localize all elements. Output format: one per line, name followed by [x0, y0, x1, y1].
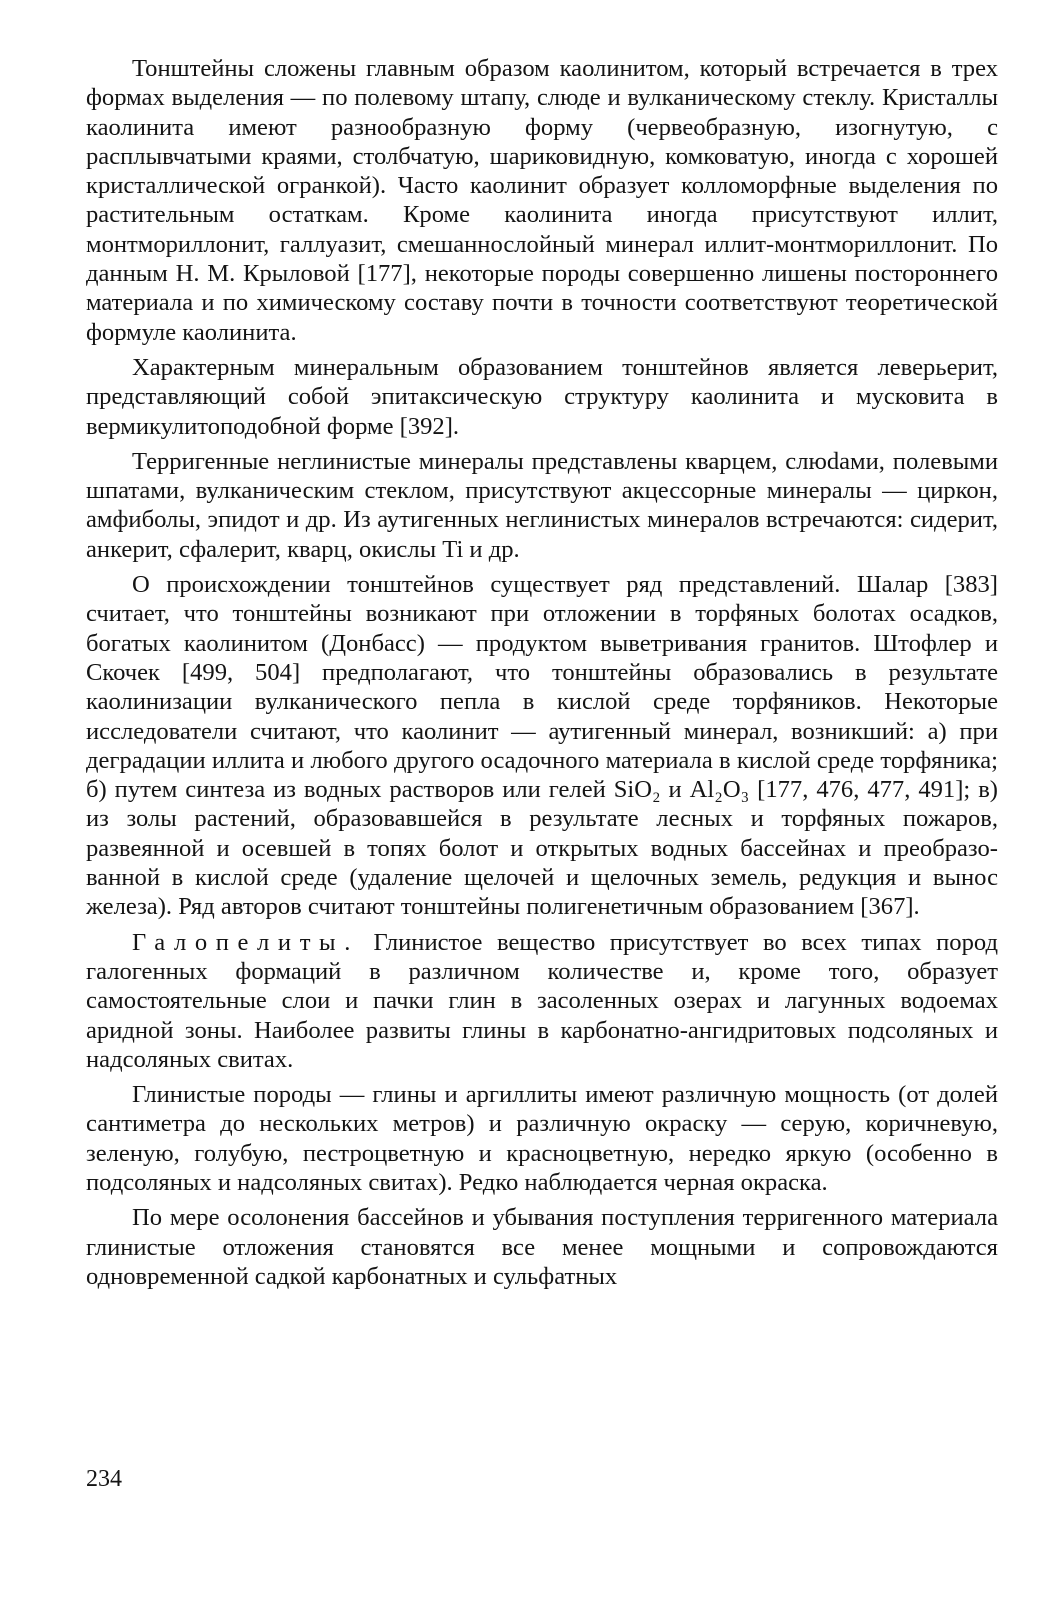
page-body: [86, 54, 998, 1297]
paragraph-clay-rocks: Глинистые породы — глины и аргиллиты имеют различную мощность (от долей сантиметра до нескольких метров) и различную окраску — серую, коричневую, зеленую, голубую, пестроцветную и красноцветную, нередко яркую (особенно в подсоляных и надсоляных свитах). Редко наблюдается черная окраска.: [86, 1081, 998, 1196]
paragraph-halopelites: [86, 928, 998, 1074]
paragraph-basin-salinization: По мере осолонения бассейнов и убывания поступления терригенного материала глинистые отложения становятся все менее мощными и сопровождаются одновременной садкой карбонатных и сульфатных: [86, 1204, 998, 1290]
paragraph-tonsteins-origin: О происхождении тонштейнов существует ряд представлений. Шалар [383] считает, что тонштейны возникают при отложении в торфяных болотах осадков, богатых каолинитом (Донбасс) — продуктом выветривания гранитов. Штофлер и Скочек [499, 504] предполагают, что тонштейны образовались в результате каолинизации вулканического пепла в кислой среде торфяников. Некоторые исследователи считают, что каолинит — аутигенный минерал, возникший: а) при деградации иллита и любого другого осадочного материала в кислой среде торфяника; б) путем синтеза из водных растворов или гелей SiO₂ и Al₂O₃ [177, 476, 477, 491]; в) из золы растений, образовавшейся в результате лесных и торфяных пожаров, развеянной и осевшей в топях болот и открытых водных бассейнах и преобразованной в кислой среде (удаление щелочей и щелочных земель, редукция и вынос железа). Ряд авторов считают тонштейны полигенетичным образованием [367].: [86, 571, 998, 921]
page-number: 234: [86, 1466, 122, 1492]
paragraph-leverrierite: Характерным минеральным образованием тонштейнов является леверьерит, представляющий собой эпитаксическую структуру каолинита и мусковита в вермикулитоподобной форме [392].: [86, 353, 998, 440]
paragraph-halopelites-text: Глинистое вещество присутствует во всех типах пород галогенных формаций в различном количестве и, кроме того, образует самостоятельные слои и пачки глин в засоленных озерах и лагунных водоемах аридной зоны. Наиболее развиты глины в карбонатно-ангидритовых подсоляных и надсоляных свитах.: [86, 928, 998, 1073]
paragraph-terrigenous-minerals: Терригенные неглинистые минералы представлены кварцем, слюdами, полевыми шпатами, вулканическим стеклом, присутствуют акцессорные минералы — циркон, амфиболы, эпидот и др. Из аутигенных неглинистых минералов встречаются: сидерит, анкерит, сфалерит, кварц, окислы Ti и др.: [86, 447, 998, 563]
paragraph-tonsteins-composition: Тонштейны сложены главным образом каолинитом, который встречается в трех формах выделения — по полевому штапу, слюде и вулканическому стеклу. Кристаллы каолинита имеют разнообразную форму (червеобразную, изогнутую, с расплывчатыми краями, столбчатую, шариковидную, комковатую, иногда с хорошей кристаллической огранкой). Часто каолинит образует колломорфные выделения по растительным остаткам. Кроме каолинита иногда присутствуют иллит, монтмориллонит, галлуазит, смешаннослойный минерал иллит-монтмориллонит. По данным Н. М. Крыловой [177], некоторые породы совершенно лишены постороннего материала и по химическому составу почти в точности соответствуют теоретической формуле каолинита.: [86, 55, 998, 346]
section-lead-halopelites: Галопелиты.: [132, 928, 359, 956]
